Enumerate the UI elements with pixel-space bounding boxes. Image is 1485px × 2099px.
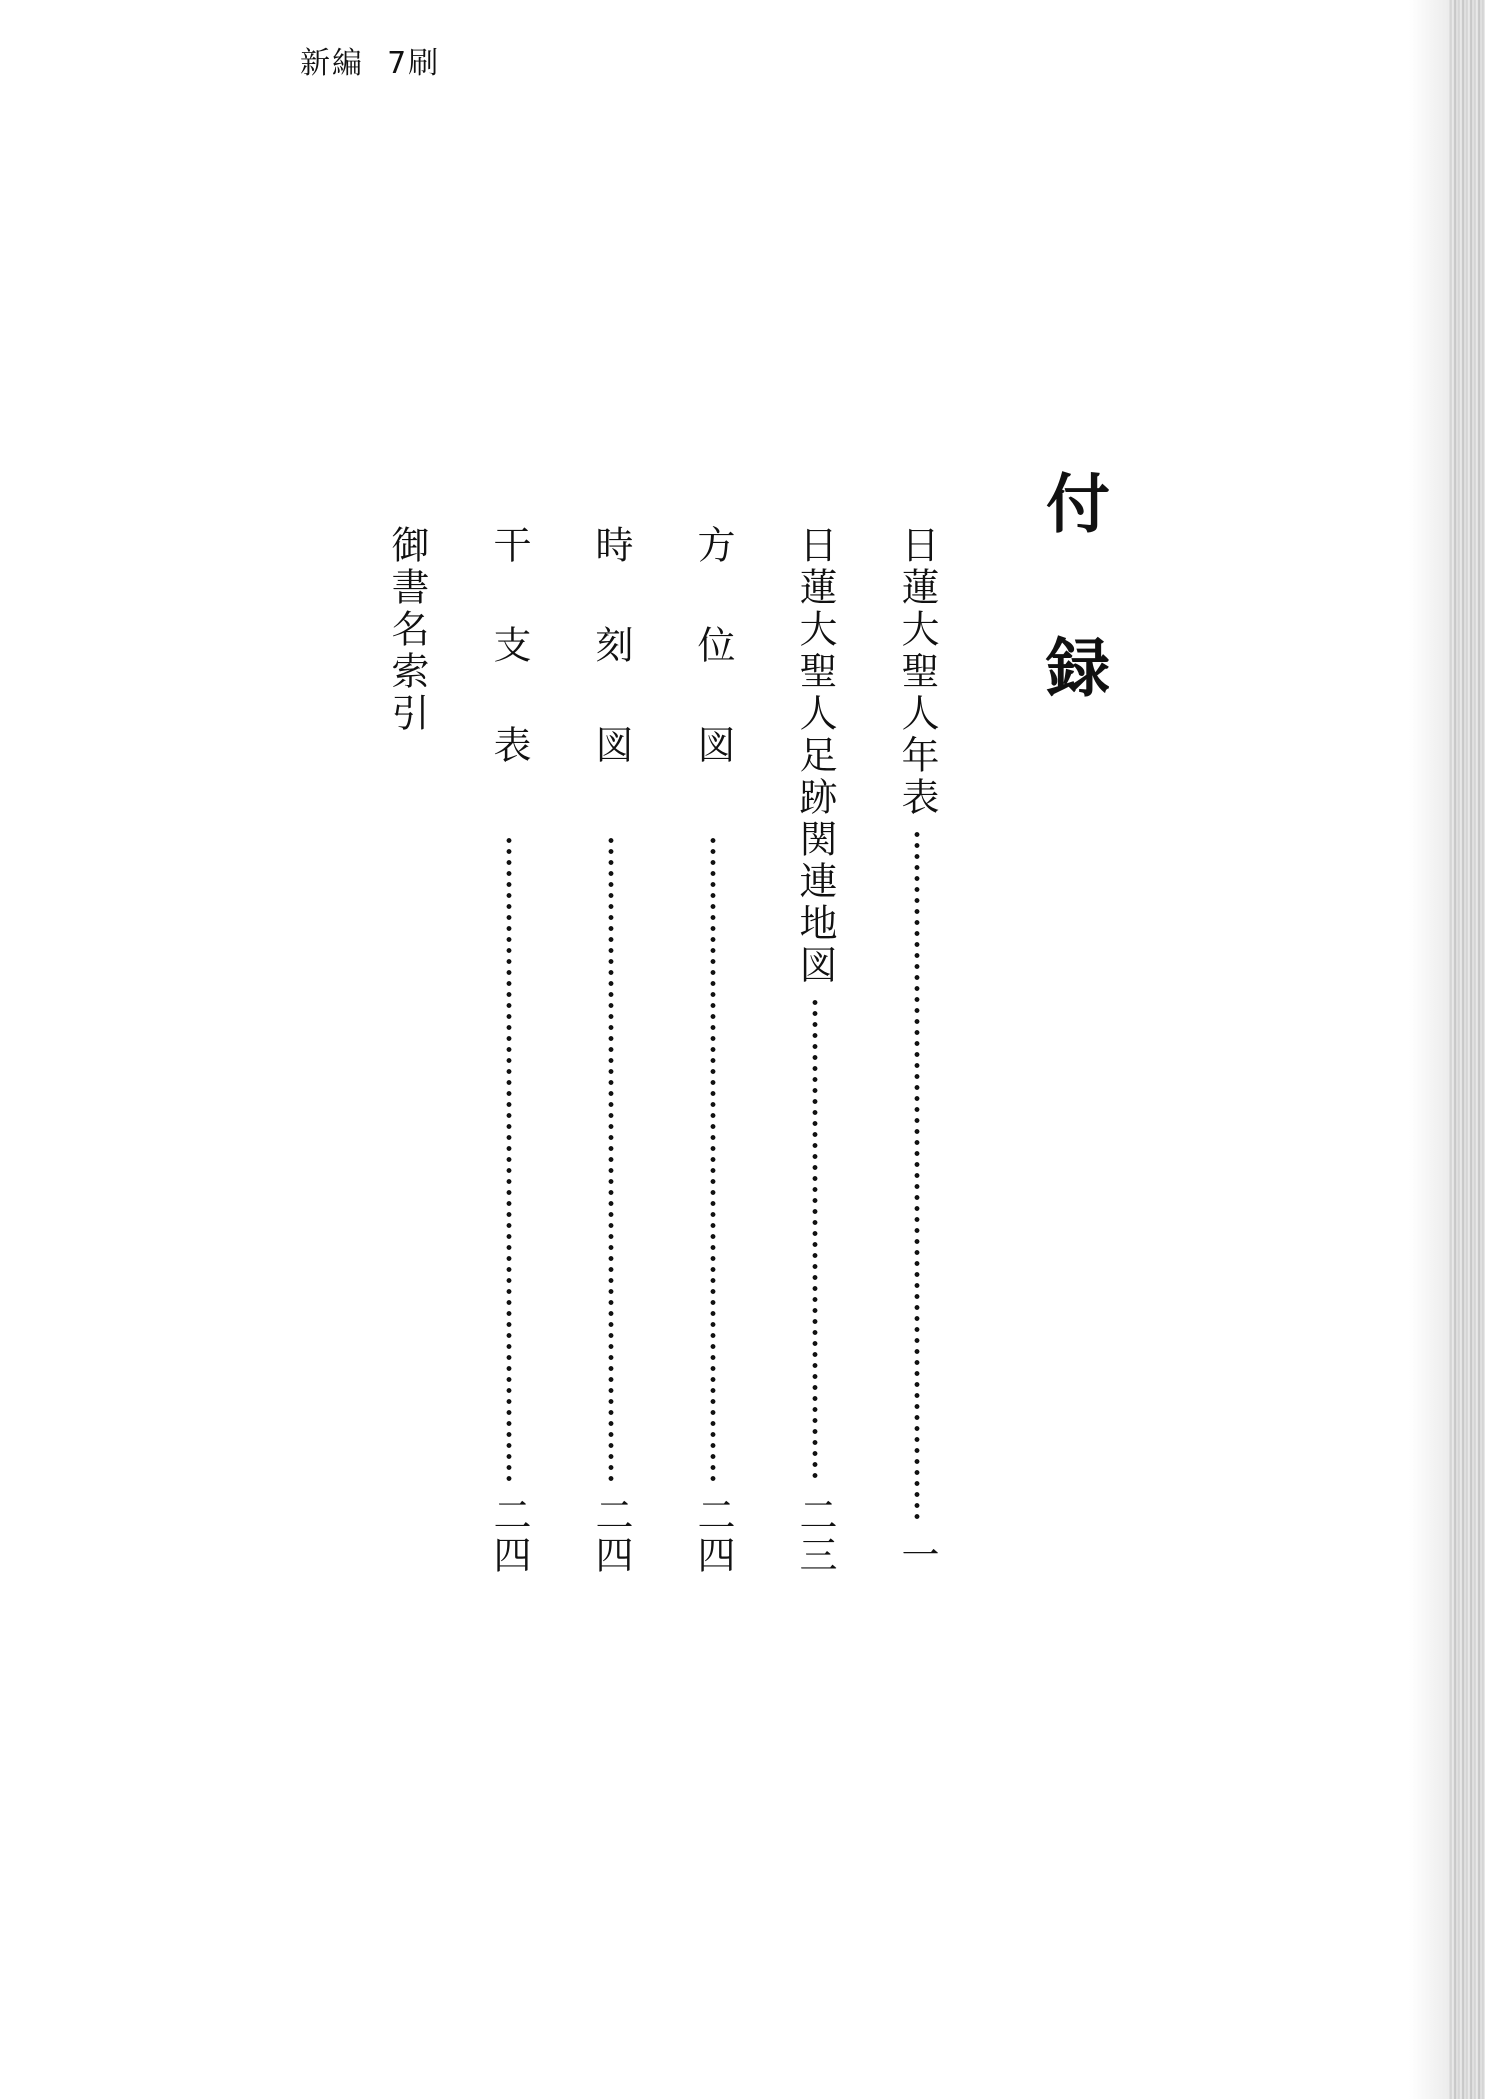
toc-entry-title: 日蓮大聖人年表 bbox=[895, 525, 939, 819]
toc-leader-dots bbox=[812, 997, 818, 1481]
toc-entry-page: 一 bbox=[895, 1535, 939, 1575]
toc-entry-title: 日蓮大聖人足跡関連地図 bbox=[793, 525, 837, 987]
toc-leader-dots bbox=[914, 829, 920, 1521]
toc-entry-time-chart[interactable] bbox=[589, 525, 633, 1575]
page-edge bbox=[1449, 0, 1485, 2099]
toc-entry-title: 御書名索引 bbox=[385, 525, 429, 735]
toc-entry-footprint-map[interactable] bbox=[793, 525, 837, 1575]
toc-entry-title: 時刻図 bbox=[589, 525, 633, 825]
toc-leader-dots bbox=[506, 835, 512, 1481]
toc-entry-page: 二四 bbox=[487, 1495, 531, 1575]
toc-entry-gosho-index[interactable] bbox=[385, 525, 429, 735]
toc-entry-page: 二四 bbox=[589, 1495, 633, 1575]
section-title: 付録 bbox=[1035, 470, 1110, 798]
toc-entry-title: 干支表 bbox=[487, 525, 531, 825]
toc-leader-dots bbox=[608, 835, 614, 1481]
toc-leader-dots bbox=[710, 835, 716, 1481]
toc-entry-chronology[interactable] bbox=[895, 525, 939, 1575]
edition-note: 新編 7刷 bbox=[300, 46, 441, 81]
toc-entry-sexagenary-table[interactable] bbox=[487, 525, 531, 1575]
toc-entry-page: 二三 bbox=[793, 1495, 837, 1575]
page-edge-shadow bbox=[1409, 0, 1449, 2099]
toc-entry-title: 方位図 bbox=[691, 525, 735, 825]
toc-entry-page: 二四 bbox=[691, 1495, 735, 1575]
toc-entry-direction-chart[interactable] bbox=[691, 525, 735, 1575]
